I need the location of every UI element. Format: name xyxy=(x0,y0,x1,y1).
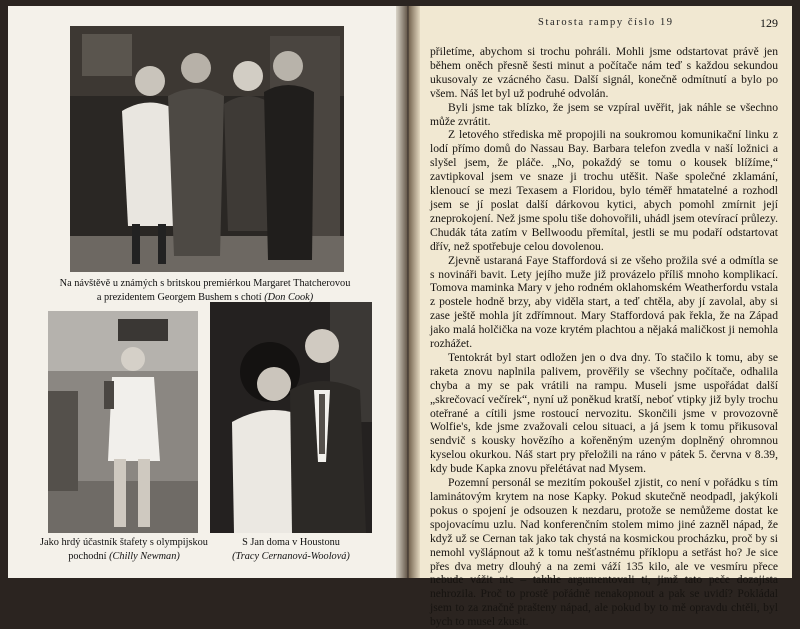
caption-bottom-left-line2: pochodní xyxy=(68,550,107,562)
caption-top-credit: (Don Cook) xyxy=(264,291,314,303)
caption-top-line1: Na návštěvě u známých s britskou premiérkou Margaret Thatcherovou xyxy=(59,278,351,289)
caption-top xyxy=(50,277,360,304)
book-gutter xyxy=(396,6,420,578)
caption-bottom-right xyxy=(208,536,374,563)
paragraph: Tentokrát byl start odložen jen o dva dny. To stačilo k tomu, aby se raketa znovu naplnila palivem, prověřily se všechny počítače, odhalila chyba a my se pak vrátili na rampu. Museli jsme uspořádat další „skrečovací večírek“, nyní už poněkud kratší, neboť vtipky již byly trochu oteřrané a cítili jsme rostoucí nervozitu. Skončili jsme v provozovně Wolfie's, kde jsme zvažovali celou situaci, a já jsem k tomu přikusoval sendvič s kousky hovězího a kořeněným uzeným doplněný ohromnou kyselou okurkou. Náš start pry přeložili na ráno v pátek 5. června v 8.39, kdy bude Kapka znovu přelétávat nad Mysem. xyxy=(430,350,778,476)
caption-bottom-right-credit: (Tracy Cernanová-Woolová) xyxy=(232,550,350,562)
left-page xyxy=(8,6,402,578)
photo-home-houston xyxy=(210,302,372,533)
paragraph: Pozemní personál se mezitím pokoušel zjistit, co není v pořádku s tím laminátovým krytem na nose Kapky. Pokud skutečně neodpadl, jakýkoli pokus o spojení je odsouzen k nezdaru, protože se nemůžeme dostat ke spojovacímu uzlu. Nad konferenčním stolem mimo jiné zazněl nápad, že když už se Cernan tak jako tak chystá na kosmickou procházku, proč by si nemohl vyšlápnout až k tomu nešťastnému příklopu a setřást ho? Je sice přes dva metry dlouhý a na zemi váží 135 kilo, ale ve vesmíru přece nebude vážit nic – takhle argumentovali ti, jimž tato peče dozajista nehrozila. Proč to prostě pořádně nenakopnout a pak se uvidí? Pokládal jsem to za značně prašteny nápad, ale pokud by to mě opravdu chtěli, byl bych to musel zkusit. xyxy=(430,476,778,629)
caption-top-line2: a prezidentem Georgem Bushem s chotí xyxy=(96,291,262,303)
paragraph: přiletíme, abychom si trochu pohráli. Mohli jsme odstartovat právě jen během oněch přesně šesti minut a počítače nám teď s každou sekundou ukusovaly ze vzácného času. Další signál, konečně odmítnutí a bylo po všem. Náš let byl už podruhé odvolán. xyxy=(430,45,778,100)
caption-bottom-left-line1: Jako hrdý účastník štafety s olympijskou xyxy=(40,537,208,548)
caption-bottom-right-line1: S Jan doma v Houstonu xyxy=(242,537,340,548)
right-page xyxy=(408,6,792,629)
photo-thatcher-bush xyxy=(70,26,344,272)
caption-bottom-left-credit: (Chilly Newman) xyxy=(109,550,180,562)
photo-torch-relay xyxy=(48,311,198,533)
page-number: 129 xyxy=(760,16,778,30)
body-text xyxy=(430,45,778,629)
caption-bottom-left xyxy=(36,536,212,563)
paragraph: Zjevně ustaraná Faye Staffordová si ze všeho prožila své a odmítla se s novináři bavit. Lety jejího muže již provázelo příliš mnoho komplikací. Tomova maminka Mary v jeho rodném oklahomském Weatherfordu vstala z postele hodně brzy, aby viděla start, a teď chtěla, aby jí zavolal, aby si zase ještě mohla jít zdřímnout. Mary Staffordová pak řekla, že na Západ jako malá holčička na voze krytém plachtou a nějaká maličkost ji nemohla rozhážet. xyxy=(430,253,778,351)
paragraph: Z letového střediska mě propojili na soukromou komunikační linku z lodí přímo domů do Nassau Bay. Barbara telefon zvedla v naší ložnici a slyšel jsem, že pláče. „No, pokaždý se tomu o kousek blížíme,“ zavtipkoval jsem ve snaze ji trochu utěšit. Naše společné zklamání, klenoucí se mezi Texasem a Floridou, bylo téměř hmatatelné a rozhodl jsem se jí poslat další dárkovou kytici, abych pomohl zmírnit její zneprokojení. Než jsme spolu tiše dohovořili, uhádl jsem otevírací průlezy. Chudák táta zatím v Bellwoodu přemítal, jestli se mu podaří odstartovat dřív, než spotřebuje celou dovolenou. xyxy=(430,128,778,253)
paragraph: Byli jsme tak blízko, že jsem se vzpíral uvěřit, jak náhle se všechno může zvrátit. xyxy=(430,100,778,128)
running-head: Starosta rampy číslo 19 xyxy=(538,17,674,28)
book-spread xyxy=(8,6,792,629)
